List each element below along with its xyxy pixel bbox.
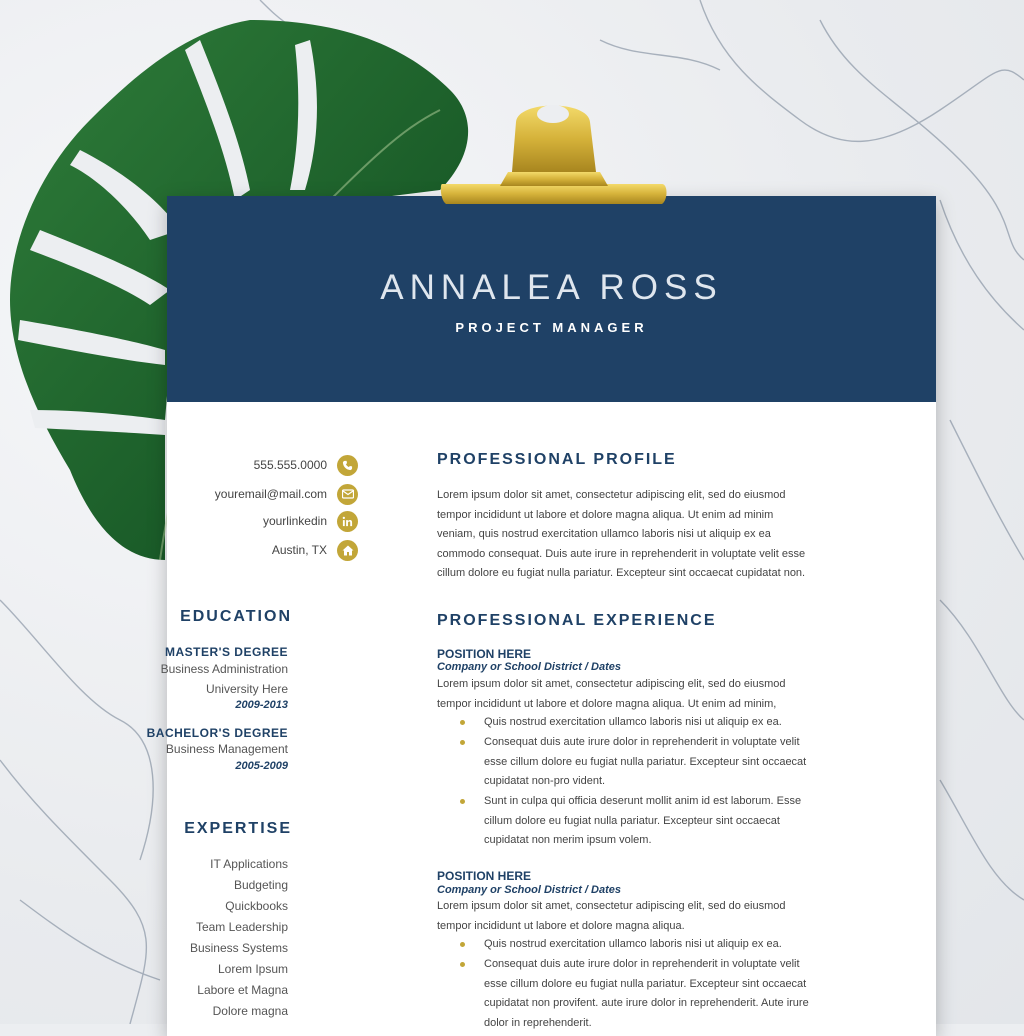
expertise-item: IT Applications: [210, 857, 288, 871]
education-heading: EDUCATION: [180, 608, 292, 625]
bullet-line: Quis nostrud exercitation ullamco laboris nisi ut aliquip ex ea.: [484, 716, 782, 728]
degree-2-field: Business Management: [165, 742, 288, 756]
bullet-line: dolor in reprehenderit.: [484, 1016, 592, 1029]
intro-line: Lorem ipsum dolor sit amet, consectetur adipiscing elit, sed do eiusmod: [437, 678, 786, 690]
linkedin-text: yourlinkedin: [262, 514, 327, 528]
contact-location[interactable]: [272, 539, 358, 561]
header-banner: [167, 196, 936, 402]
job-1-bullet-2: [484, 733, 879, 792]
bullet-line: cupidatat non merim ipsum volem.: [484, 834, 652, 846]
bullet-dot: [460, 962, 465, 967]
phone-icon: [337, 455, 358, 476]
mail-icon: [337, 484, 358, 505]
job-1-bullet-3: [484, 792, 879, 851]
email-text: youremail@mail.com: [214, 487, 327, 501]
intro-line: Lorem ipsum dolor sit amet, consectetur adipiscing elit, sed do eiusmod: [437, 900, 786, 912]
bullet-line: Consequat duis aute irure dolor in reprehenderit in voluptate velit: [484, 736, 800, 748]
bullet-dot: [460, 720, 465, 725]
bullet-dot: [460, 942, 465, 947]
job-2-bullet-1: [484, 935, 879, 955]
bullet-line: esse cillum dolore eu fugiat nulla pariatur. Excepteur sint occaecat: [484, 755, 807, 768]
profile-text: [437, 486, 877, 584]
degree-2-years: 2005-2009: [235, 760, 288, 772]
intro-line: tempor incididunt ut labore et dolore magna aliqua. Ut enim ad minim,: [437, 697, 777, 710]
expertise-item: Budgeting: [233, 878, 288, 892]
contact-email[interactable]: [215, 483, 358, 505]
expertise-item: Business Systems: [189, 941, 288, 955]
degree-1: MASTER'S DEGREE: [164, 645, 288, 659]
expertise-item: Lorem Ipsum: [217, 962, 288, 976]
bullet-line: Consequat duis aute irure dolor in reprehenderit in voluptate velit: [484, 958, 800, 970]
bullet-line: Quis nostrud exercitation ullamco laboris nisi ut aliquip ex ea.: [484, 938, 782, 950]
expertise-heading: EXPERTISE: [184, 820, 292, 837]
profile-line: commodo consequat. Duis aute irure in reprehenderit in voluptate velit esse: [437, 547, 806, 560]
bullet-line: cillum dolore eu fugiat nulla pariatur. Excepteur sint occaecat: [484, 814, 780, 827]
job-1-position: POSITION HERE: [437, 647, 532, 661]
gold-binder-clip: [438, 92, 670, 222]
degree-1-field: Business Administration: [160, 662, 288, 676]
expertise-item: Quickbooks: [225, 899, 288, 913]
bullet-line: cupidatat non provifent. aute irure dolor in reprehenderit. Aute irure: [484, 997, 809, 1009]
profile-line: tempor incididunt ut labore et dolore magna aliqua. Ut enim ad minim: [437, 508, 774, 521]
phone-text: 555.555.0000: [253, 458, 327, 472]
profile-line: veniam, quis nostrud exercitation ullamco laboris nisi ut aliquip ex ea: [437, 528, 771, 540]
expertise-item: Team Leadership: [195, 920, 288, 934]
job-2-position: POSITION HERE: [437, 869, 532, 883]
job-1-bullet-1: [484, 713, 879, 733]
bullet-dot: [460, 799, 465, 804]
bullet-dot: [460, 740, 465, 745]
intro-line: tempor incididunt ut labore et dolore magna aliqua.: [437, 919, 685, 932]
candidate-role: PROJECT MANAGER: [455, 320, 648, 335]
profile-line: cillum dolore eu fugiat nulla pariatur. Excepteur sint occaecat cupidatat non.: [437, 567, 806, 579]
job-2-intro: [437, 897, 877, 936]
bullet-line: esse cillum dolore eu fugiat nulla pariatur. Excepteur sint occaecat: [484, 977, 807, 990]
bullet-line: cupidatat non-pro vident.: [484, 775, 606, 787]
contact-linkedin[interactable]: [263, 510, 358, 532]
linkedin-icon: [337, 511, 358, 532]
job-1-company: Company or School District / Dates: [437, 661, 621, 673]
degree-1-years: 2009-2013: [235, 699, 288, 711]
job-1-intro: [437, 675, 877, 714]
profile-line: Lorem ipsum dolor sit amet, consectetur adipiscing elit, sed do eiusmod: [437, 489, 786, 501]
degree-1-school: University Here: [205, 682, 288, 696]
job-2-company: Company or School District / Dates: [437, 884, 621, 896]
job-2-bullet-2: [484, 955, 879, 1033]
bullet-line: Sunt in culpa qui officia deserunt mollit anim id est laborum. Esse: [484, 795, 802, 807]
profile-heading: PROFESSIONAL PROFILE: [437, 451, 677, 468]
contact-phone[interactable]: [254, 454, 358, 476]
home-icon: [337, 540, 358, 561]
candidate-name: ANNALEA ROSS: [380, 268, 723, 307]
location-text: Austin, TX: [271, 543, 327, 557]
expertise-item: Dolore magna: [212, 1004, 288, 1018]
experience-heading: PROFESSIONAL EXPERIENCE: [437, 612, 717, 629]
degree-2: BACHELOR'S DEGREE: [146, 726, 288, 740]
expertise-item: Labore et Magna: [197, 983, 288, 997]
